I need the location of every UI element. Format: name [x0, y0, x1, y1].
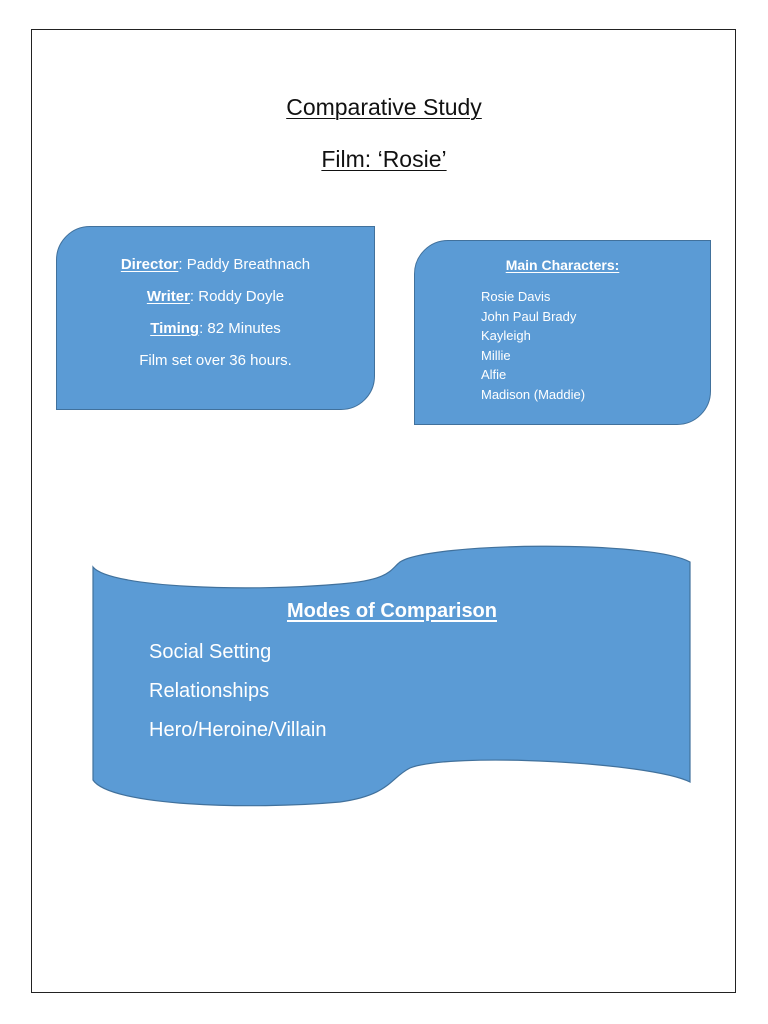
- director-label: Director: [120, 256, 179, 273]
- page-subtitle-text: Film: ‘Rosie’: [321, 146, 447, 172]
- modes-of-comparison-banner: [90, 540, 694, 810]
- writer-line: [57, 287, 374, 319]
- timing-value: : 82 Minutes: [199, 320, 281, 337]
- writer-label: Writer: [146, 288, 190, 305]
- character-item: Kayleigh: [481, 328, 531, 343]
- character-item: Alfie: [481, 367, 507, 382]
- mode-item: Social Setting: [149, 641, 272, 663]
- page-title-text: Comparative Study: [286, 94, 482, 120]
- timing-line: [57, 319, 374, 351]
- character-item: Madison (Maddie): [481, 386, 586, 402]
- main-characters-box: [414, 240, 711, 425]
- main-characters-title: Main Characters:: [505, 257, 620, 273]
- director-line: [57, 255, 374, 287]
- director-value: : Paddy Breathnach: [178, 256, 311, 273]
- film-info-box: [56, 226, 375, 410]
- page-border: [31, 29, 736, 993]
- character-item: John Paul Brady: [481, 308, 577, 324]
- timing-label: Timing: [150, 320, 200, 337]
- page-subtitle: [0, 145, 768, 173]
- page-title: [0, 93, 768, 121]
- character-item: Millie: [481, 347, 511, 363]
- writer-value: : Roddy Doyle: [189, 288, 285, 305]
- character-item: Rosie Davis: [481, 289, 551, 304]
- main-characters-list: [481, 287, 585, 404]
- film-note: Film set over 36 hours.: [139, 352, 292, 369]
- mode-item: Relationships: [149, 680, 270, 702]
- modes-list: [149, 637, 327, 754]
- mode-item: Hero/Heroine/Villain: [149, 719, 327, 741]
- modes-of-comparison-title: Modes of Comparison: [286, 600, 497, 622]
